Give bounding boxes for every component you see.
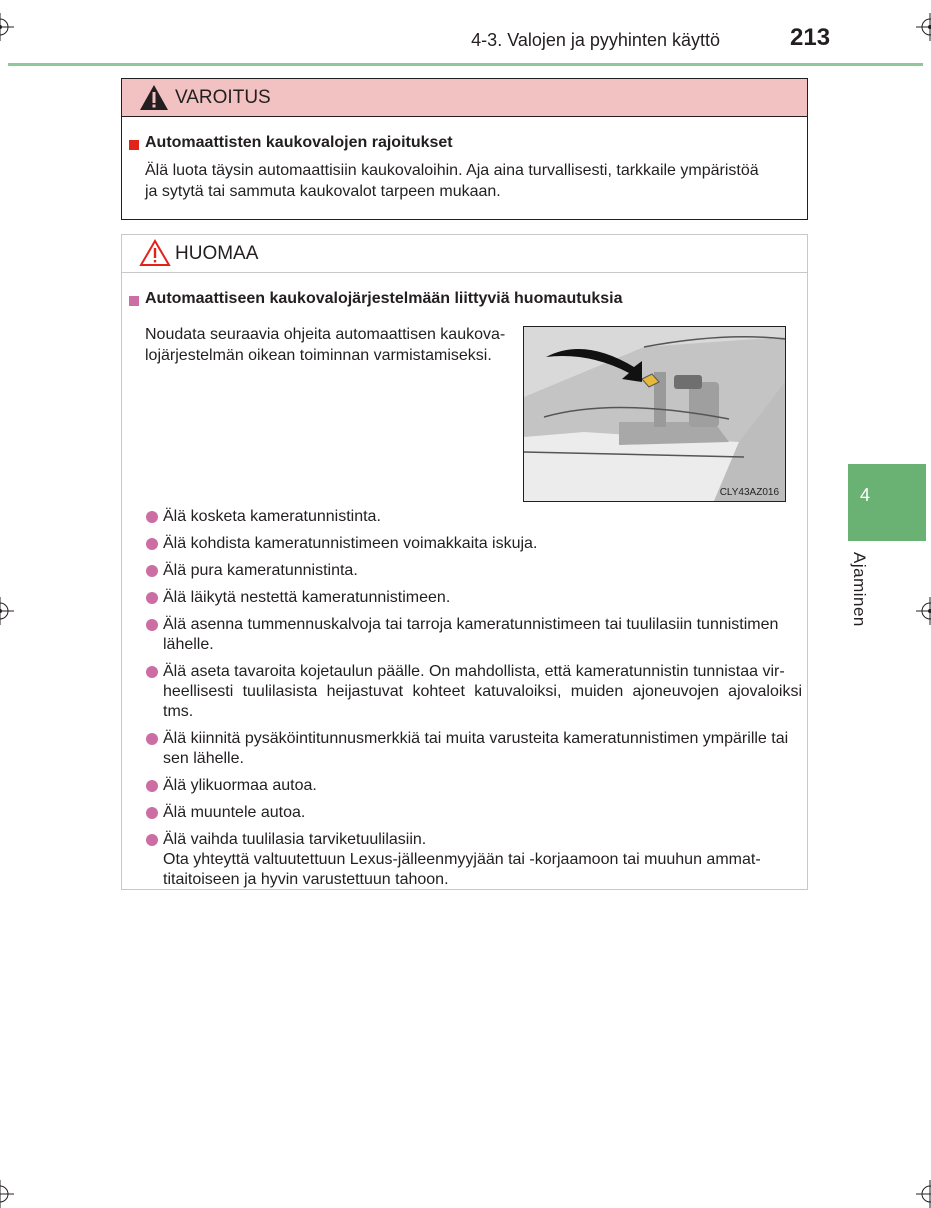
page-number: 213 (790, 24, 831, 51)
windshield-illustration (524, 327, 785, 501)
notice-intro-line: Noudata seuraavia ohjeita automaattisen kaukova- (145, 326, 506, 343)
notice-intro-line: lojärjestelmän oikean toiminnan varmistamiseksi. (145, 347, 492, 364)
warning-heading: Automaattisten kaukovalojen rajoitukset (145, 134, 453, 151)
list-item (146, 588, 802, 608)
section-title: 4-3. Valojen ja pyyhinten käyttö (471, 30, 720, 50)
list-item (146, 803, 802, 823)
list-item (146, 662, 802, 722)
warning-header (122, 79, 807, 117)
bullet-dot-icon (146, 834, 158, 846)
list-item-line: Älä kohdista kameratunnistimeen voimakkaita iskuja. (163, 535, 538, 552)
list-item-line: titaitoiseen ja hyvin varustettuun tahoon. (163, 871, 449, 888)
chapter-tab (848, 464, 926, 541)
warning-body-line: Älä luota täysin automaattisiin kaukovaloihin. Aja aina turvallisesti, tarkkaile ympäristöä (145, 162, 759, 179)
list-item (146, 729, 802, 769)
list-item-line: Älä ylikuormaa autoa. (163, 777, 317, 794)
registration-mark-icon (0, 13, 14, 41)
warning-triangle-icon (139, 84, 169, 111)
list-item-line: Älä vaihda tuulilasia tarviketuulilasiin. (163, 831, 427, 848)
chapter-label: Ajaminen (850, 552, 869, 627)
notice-box (121, 234, 808, 890)
square-marker-icon (129, 296, 139, 306)
list-item (146, 776, 802, 796)
list-item (146, 561, 802, 581)
warning-label: VAROITUS (175, 87, 271, 108)
bullet-dot-icon (146, 666, 158, 678)
list-item-line: lähelle. (163, 636, 214, 653)
bullet-dot-icon (146, 780, 158, 792)
bullet-dot-icon (146, 511, 158, 523)
notice-bullet-list (146, 507, 802, 897)
list-item-line: Älä kosketa kameratunnistinta. (163, 508, 381, 525)
notice-header (122, 235, 807, 273)
bullet-dot-icon (146, 619, 158, 631)
list-item-line: heellisesti tuulilasista heijastuvat kohteet katuvaloiksi, muiden ajoneuvojen ajovaloiksi tms. (163, 683, 802, 720)
list-item (146, 830, 802, 890)
list-item (146, 615, 802, 655)
caution-triangle-icon (139, 239, 171, 267)
list-item-line: Älä kiinnitä pysäköintitunnusmerkkiä tai muita varusteita kameratunnistimen ympärille tai (163, 730, 789, 747)
list-item-line: Älä aseta tavaroita kojetaulun päälle. On mahdollista, että kameratunnistin tunnistaa vir- (163, 663, 785, 680)
warning-box (121, 78, 808, 220)
bullet-dot-icon (146, 565, 158, 577)
warning-body-line: ja sytytä tai sammuta kaukovalot tarpeen mukaan. (145, 183, 501, 200)
list-item-line: Älä läikytä nestettä kameratunnistimeen. (163, 589, 451, 606)
list-item-line: Älä muuntele autoa. (163, 804, 306, 821)
list-item-line: Älä asenna tummennuskalvoja tai tarroja kameratunnistimeen tai tuulilasiin tunnistimen (163, 616, 779, 633)
square-marker-icon (129, 140, 139, 150)
list-item-line: Ota yhteyttä valtuutettuun Lexus-jälleenmyyjään tai -korjaamoon tai muuhun ammat- (163, 851, 761, 868)
registration-mark-icon (916, 597, 931, 625)
registration-mark-icon (0, 1180, 14, 1208)
list-item-line: Älä pura kameratunnistinta. (163, 562, 358, 579)
header-rule (8, 63, 923, 66)
figure-code: CLY43AZ016 (719, 487, 779, 498)
bullet-dot-icon (146, 733, 158, 745)
list-item (146, 534, 802, 554)
notice-heading: Automaattiseen kaukovalojärjestelmään liittyviä huomautuksia (145, 290, 623, 307)
registration-mark-icon (916, 13, 931, 41)
list-item (146, 507, 802, 527)
chapter-number: 4 (860, 485, 871, 505)
bullet-dot-icon (146, 538, 158, 550)
registration-mark-icon (916, 1180, 931, 1208)
bullet-dot-icon (146, 592, 158, 604)
camera-sensor-figure (523, 326, 786, 502)
bullet-dot-icon (146, 807, 158, 819)
notice-label: HUOMAA (175, 243, 259, 264)
list-item-line: sen lähelle. (163, 750, 244, 767)
registration-mark-icon (0, 597, 14, 625)
